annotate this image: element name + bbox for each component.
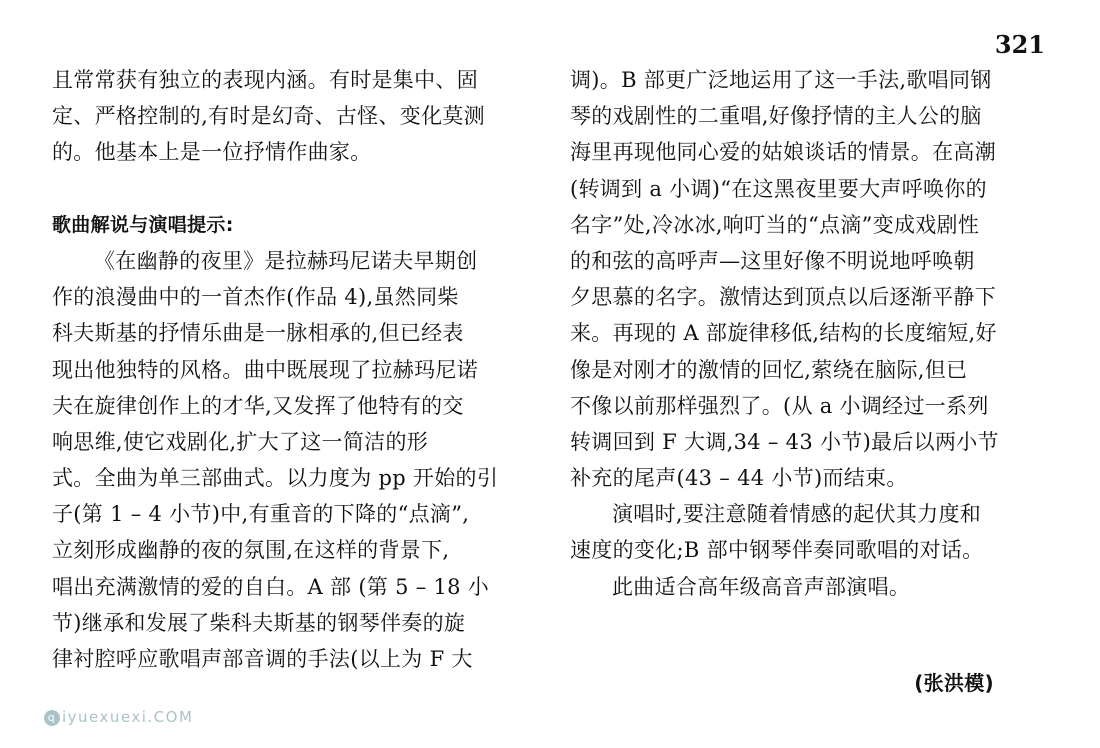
body-line: 来。再现的 A 部旋律移低,结构的长度缩短,好 [570, 321, 997, 346]
body-line: 科夫斯基的抒情乐曲是一脉相承的,但已经表 [52, 321, 464, 346]
body-line: 《在幽静的夜里》是拉赫玛尼诺夫早期创 [94, 248, 478, 273]
body-line: 调)。B 部更广泛地运用了这一手法,歌唱同钢 [570, 68, 992, 92]
body-line: 式。全曲为单三部曲式。以力度为 pp 开始的引 [52, 466, 499, 491]
body-line: 琴的戏剧性的二重唱,好像抒情的主人公的脑 [570, 104, 982, 129]
body-line: 定、严格控制的,有时是幻奇、古怪、变化莫测 [52, 104, 485, 129]
paragraph-gap [52, 171, 527, 207]
body-line: 补充的尾声(43 – 44 小节)而结束。 [570, 466, 908, 491]
section-heading: 歌曲解说与演唱提示: [52, 213, 234, 236]
body-line: 且常常获有独立的表现内涵。有时是集中、固 [52, 68, 478, 92]
body-line: 此曲适合高年级高音声部演唱。 [612, 574, 911, 599]
body-line: 现出他独特的风格。曲中既展现了拉赫玛尼诺 [52, 357, 478, 382]
body-line: 转调回到 F 大调,34 – 43 小节)最后以两小节 [570, 429, 999, 454]
body-line: 唱出充满激情的爱的自白。A 部 (第 5 – 18 小 [52, 574, 490, 599]
body-line: 响思维,使它戏剧化,扩大了这一简洁的形 [52, 429, 429, 454]
page-number: 321 [994, 30, 1045, 59]
body-line: 立刻形成幽静的夜的氛围,在这样的背景下, [52, 538, 450, 563]
body-line: 演唱时,要注意随着情感的起伏其力度和 [612, 502, 982, 527]
right-column [570, 62, 1050, 701]
body-line: 像是对刚才的激情的回忆,萦绕在脑际,但已 [570, 357, 968, 382]
body-line: 夕思慕的名字。激情达到顶点以后逐渐平静下 [570, 285, 996, 310]
body-line: 律衬腔呼应歌唱声部音调的手法(以上为 F 大 [52, 647, 473, 671]
watermark-logo-icon: q [44, 710, 60, 726]
watermark [44, 708, 193, 726]
left-column [52, 62, 527, 677]
body-line: 海里再现他同心爱的姑娘谈话的情景。在高潮 [570, 140, 996, 165]
body-line: 节)继承和发展了柴科夫斯基的钢琴伴奏的旋 [52, 610, 466, 635]
body-line: 不像以前那样强烈了。(从 a 小调经过一系列 [570, 393, 989, 418]
body-line: (转调到 a 小调)“在这黑夜里要大声呼唤你的 [570, 176, 987, 201]
body-line: 的和弦的高呼声—这里好像不明说地呼唤朝 [570, 248, 975, 273]
body-line: 速度的变化;B 部中钢琴伴奏同歌唱的对话。 [570, 538, 984, 563]
body-line: 子(第 1 – 4 小节)中,有重音的下降的“点滴”, [52, 502, 470, 527]
body-line: 作的浪漫曲中的一首杰作(作品 4),虽然同柴 [52, 285, 459, 310]
watermark-text: iyuexuexi.COM [62, 708, 194, 726]
author-signature: (张洪模) [914, 670, 994, 695]
body-line: 夫在旋律创作上的才华,又发挥了他特有的交 [52, 393, 464, 418]
body-line: 的。他基本上是一位抒情作曲家。 [52, 140, 372, 165]
body-line: 名字”处,冷冰冰,响叮当的“点滴”变成戏剧性 [570, 212, 980, 237]
